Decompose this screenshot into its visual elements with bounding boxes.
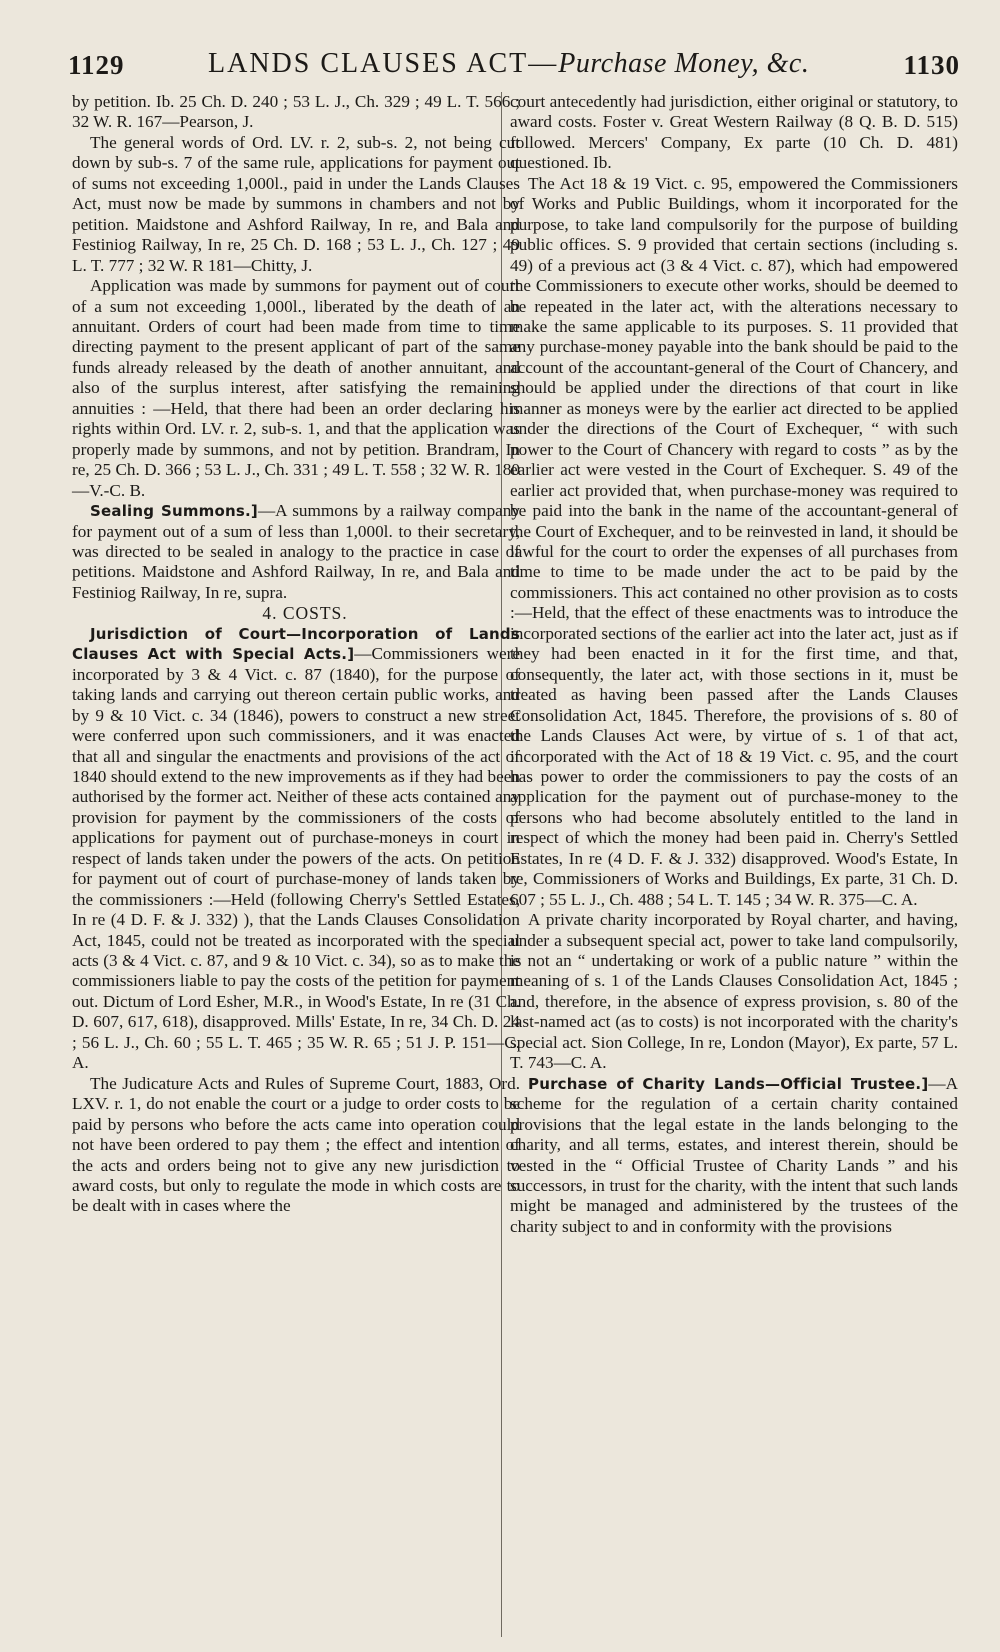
judicature-paragraph: The Judicature Acts and Rules of Supreme Court, 1883, Ord. LXV. r. 1, do not enable the court or a judge to order costs to be paid by persons who before the acts came into operation could not have been ordered to pay them ; the effect and intention of the acts and orders being not to give any new jurisdiction to award costs, but only to regulate the mode in which costs are to be dealt with in cases where the	[72, 1073, 520, 1216]
running-header	[68, 44, 960, 94]
sealing-summons-heading: Sealing Summons.]	[90, 502, 258, 521]
left-column	[72, 92, 520, 1217]
jurisdiction-paragraph	[72, 624, 520, 1074]
right-paragraph-3: A private charity incorporated by Royal charter, and having, under a subsequent special act, power to take land compulsorily, is not an “ undertaking or work of a public nature ” within the meaning of s. 1 of the Lands Clauses Consolidation Act, 1845 ; and, therefore, in the absence of express provision, s. 80 of the last-named act (as to costs) is not incorporated with the charity's special act. Sion College, In re, London (Mayor), Ex parte, 57 L. T. 743—C. A.	[510, 910, 958, 1073]
section-heading-costs: 4. COSTS.	[262, 603, 348, 624]
sealing-summons-paragraph	[72, 501, 520, 603]
charity-lands-body: —A scheme for the regulation of a certain charity contained provisions that the legal estate in the lands belonging to the charity, and all terms, estates, and interest therein, should be vested in the “ Official Trustee of Charity Lands ” and his successors, in trust for the charity, with the intent that such lands might be managed and administered by the trustees of the charity subject to and in conformity with the provisions	[510, 1073, 958, 1236]
right-column	[510, 92, 958, 1237]
left-paragraph-3: Application was made by summons for payment out of court of a sum not exceeding 1,000l., liberated by the death of an annuitant. Orders of court had been made from time to time directing payment to the present applicant of part of the same funds already released by the death of another annuitant, and also of the surplus interest, after satisfying the remaining annuities : —Held, that there had been an order declaring his rights within Ord. LV. r. 2, sub-s. 1, and that the application was properly made by summons, and not by petition. Brandram, In re, 25 Ch. D. 366 ; 53 L. J., Ch. 331 ; 49 L. T. 558 ; 32 W. R. 180—V.-C. B.	[72, 276, 520, 500]
running-title-main: LANDS CLAUSES ACT—	[208, 48, 559, 79]
right-paragraph-1: court antecedently had jurisdiction, either original or statutory, to award costs. Foster v. Great Western Railway (8 Q. B. D. 515) followed. Mercers' Company, Ex parte (10 Ch. D. 481) questioned. Ib.	[510, 92, 958, 173]
charity-lands-heading: Purchase of Charity Lands—Official Trustee.]	[528, 1074, 929, 1093]
charity-lands-paragraph	[510, 1074, 958, 1238]
sealing-summons-body: —A summons by a railway company for payment out of a sum of less than 1,000l. to their secretary, was directed to be sealed in analogy to the practice in case of petitions. Maidstone and Ashford Railway, In re, and Bala and Festiniog Railway, In re, supra.	[72, 501, 520, 602]
page-number-left: 1129	[68, 50, 125, 80]
page-number-right: 1130	[903, 50, 960, 80]
jurisdiction-body: —Commissioners were incorporated by 3 & 4 Vict. c. 87 (1840), for the purpose of taking lands and carrying out thereon certain public works, and by 9 & 10 Vict. c. 34 (1846), powers to construct a new street were conferred upon such commissioners, and it was enacted that all and singular the enactments and provisions of the act of 1840 should extend to the new improvements as if they had been authorised by the former act. Neither of these acts contained any provision for payment by the commissioners of the costs of applications for payment out of purchase-moneys in court in respect of lands taken under the powers of the acts. On petition for payment out of court of purchase-money of lands taken by the commissioners :—Held (following Cherry's Settled Estates, In re (4 D. F. & J. 332) ), that the Lands Clauses Consolidation Act, 1845, could not be treated as incorporated with the special acts (3 & 4 Vict. c. 87, and 9 & 10 Vict. c. 34), so as to make the commissioners liable to pay the costs of the petition for payment out. Dictum of Lord Esher, M.R., in Wood's Estate, In re (31 Ch. D. 607, 617, 618), disapproved. Mills' Estate, In re, 34 Ch. D. 24 ; 56 L. J., Ch. 60 ; 55 L. T. 465 ; 35 W. R. 65 ; 51 J. P. 151—C. A.	[72, 644, 520, 1073]
left-paragraph-1: by petition. Ib. 25 Ch. D. 240 ; 53 L. J., Ch. 329 ; 49 L. T. 566 ; 32 W. R. 167—Pearson, J.	[72, 92, 520, 132]
running-title-italic: Purchase Money, &c.	[558, 48, 810, 79]
jurisdiction-heading: Jurisdiction of Court—Incorporation of Lands Clauses Act with Special Acts.]	[72, 624, 520, 664]
running-title	[208, 48, 809, 80]
right-paragraph-2: The Act 18 & 19 Vict. c. 95, empowered the Commissioners of Works and Public Buildings, whom it incorporated for the purpose, to take land compulsorily for the purpose of building public offices. S. 9 provided that certain sections (including s. 49) of a previous act (3 & 4 Vict. c. 87), which had empowered the Commissioners to execute other works, should be deemed to be repeated in the later act, with the alterations necessary to make the same applicable to its purposes. S. 11 provided that any purchase-money payable into the bank should be paid to the account of the accountant-general of the Court of Chancery, and should be applied under the directions of that court in like manner as moneys were by the earlier act directed to be applied under the directions of the Court of Exchequer, “ with such power to the Court of Chancery with regard to costs ” as by the earlier act were vested in the Court of Exchequer. S. 49 of the earlier act provided that, when purchase-money was required to be paid into the bank in the name of the accountant-general of the Court of Exchequer, and to be reinvested in land, it should be lawful for the court to order the expenses of all purchases from time to time to be made under the act to be paid by the commissioners. This act contained no other provision as to costs :—Held, that the effect of these enactments was to introduce the incorporated sections of the earlier act into the later act, just as if they had been enacted in it for the first time, and that, consequently, the later act, with those sections in it, must be treated as having been passed after the Lands Clauses Consolidation Act, 1845. Therefore, the provisions of s. 80 of the Lands Clauses Act were, by virtue of s. 1 of that act, incorporated with the Act of 18 & 19 Vict. c. 95, and the court has power to order the commissioners to pay the costs of an application for the payment out of purchase-money to the persons who had become absolutely entitled to the land in respect of which the money had been paid in. Cherry's Settled Estates, In re (4 D. F. & J. 332) disapproved. Wood's Estate, In re, Commissioners of Works and Buildings, Ex parte, 31 Ch. D. 607 ; 55 L. J., Ch. 488 ; 54 L. T. 145 ; 34 W. R. 375—C. A.	[510, 173, 958, 909]
left-paragraph-2: The general words of Ord. LV. r. 2, sub-s. 2, not being cut down by sub-s. 7 of the same rule, applications for payment out of sums not exceeding 1,000l., paid in under the Lands Clauses Act, must now be made by summons in chambers and not by petition. Maidstone and Ashford Railway, In re, and Bala and Festiniog Railway, In re, 25 Ch. D. 168 ; 53 L. J., Ch. 127 ; 49 L. T. 777 ; 32 W. R 181—Chitty, J.	[72, 132, 520, 275]
